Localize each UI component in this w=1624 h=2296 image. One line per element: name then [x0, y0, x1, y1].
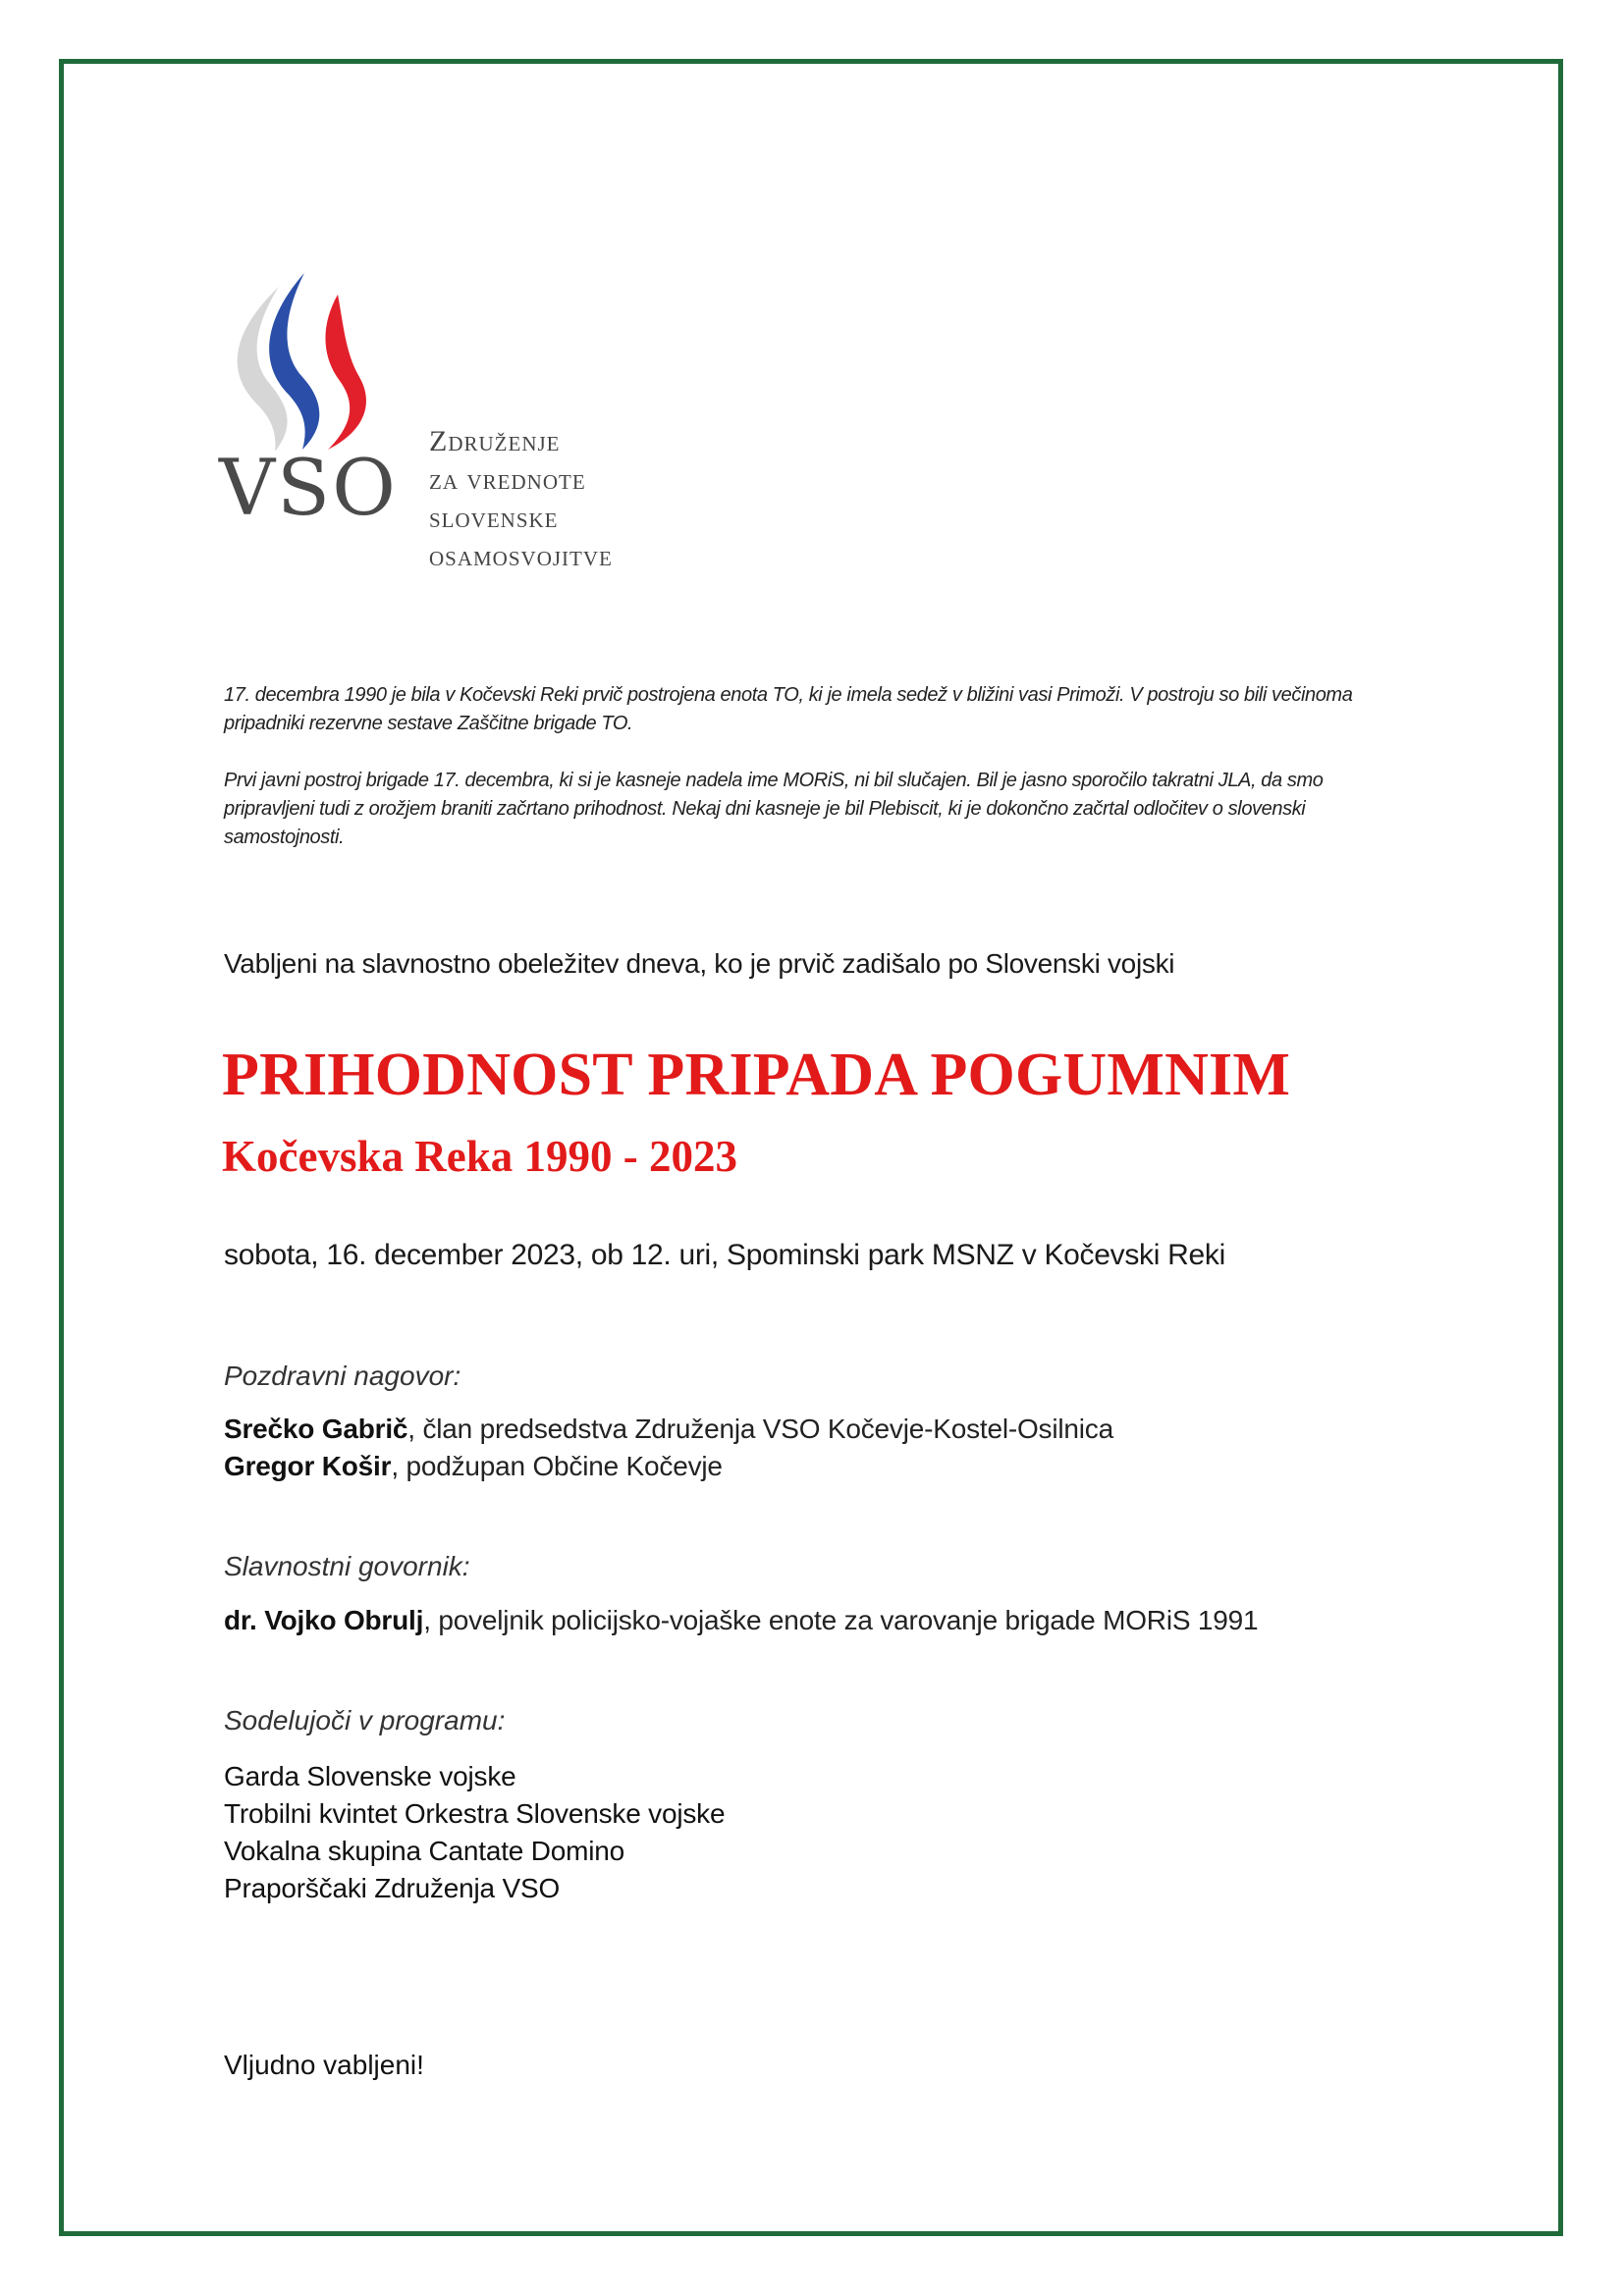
welcome-speaker [224, 1451, 723, 1482]
intro-text [224, 681, 1412, 881]
program-participant: Trobilni kvintet Orkestra Slovenske vojske [224, 1798, 726, 1829]
program-participant: Praporščaki Združenja VSO [224, 1873, 561, 1903]
program-participants [224, 1758, 725, 1907]
closing-line: Vljudno vabljeni! [224, 2050, 424, 2080]
speaker-role: , podžupan Občine Kočevje [391, 1451, 723, 1481]
welcome-speaker [224, 1414, 1113, 1445]
speaker-name: Srečko Gabrič [224, 1414, 408, 1444]
organization-name-line: slovenske [429, 502, 559, 534]
organization-name [429, 422, 613, 575]
organization-name-line: osamosvojitve [429, 540, 613, 572]
invitation-line: Vabljeni na slavnostno obeležitev dneva, ko je prvič zadišalo po Slovenski vojski [224, 948, 1175, 979]
organization-name-line: za vrednote [429, 463, 586, 496]
program-participant: Garda Slovenske vojske [224, 1761, 516, 1791]
intro-paragraph: Prvi javni postroj brigade 17. decembra, ki si je kasneje nadela ime MORiS, ni bil slučajen. Bil je jasno sporočilo takratni JLA, da smo pripravljeni tudi z orožjem braniti začrtano prihodnost. Nekaj dni kasneje je bil Plebiscit, ki je dokončno začrtal odločitev o slovenski samostojnosti. [224, 770, 1324, 848]
event-subtitle: Kočevska Reka 1990 - 2023 [222, 1132, 737, 1181]
speaker-name: Gregor Košir [224, 1451, 392, 1481]
flame-red-stripe [325, 294, 365, 450]
logo-letters: VSO [219, 443, 398, 533]
intro-paragraph: 17. decembra 1990 je bila v Kočevski Reki prvič postrojena enota TO, ki je imela sedež v bližini vasi Primoži. V postroju so bili večinoma pripadniki rezervne sestave Zaščitne brigade TO. [224, 684, 1353, 734]
program-participant: Vokalna skupina Cantate Domino [224, 1836, 625, 1866]
speaker-name: dr. Vojko Obrulj [224, 1605, 424, 1635]
flame-tricolor-icon [218, 267, 395, 463]
speaker-role: , poveljnik policijsko-vojaške enote za varovanje brigade MORiS 1991 [423, 1605, 1259, 1635]
keynote-speaker [224, 1605, 1258, 1636]
speaker-role: , član predsedstva Združenja VSO Kočevje-Kostel-Osilnica [407, 1414, 1113, 1444]
event-title: PRIHODNOST PRIPADA POGUMNIM [222, 1041, 1291, 1108]
event-date-location: sobota, 16. december 2023, ob 12. uri, Spominski park MSNZ v Kočevski Reki [224, 1239, 1225, 1271]
keynote-label: Slavnostni govornik: [224, 1551, 470, 1581]
program-label: Sodelujoči v programu: [224, 1705, 506, 1735]
organization-name-line: Združenje [429, 425, 561, 457]
welcome-label: Pozdravni nagovor: [224, 1361, 461, 1391]
